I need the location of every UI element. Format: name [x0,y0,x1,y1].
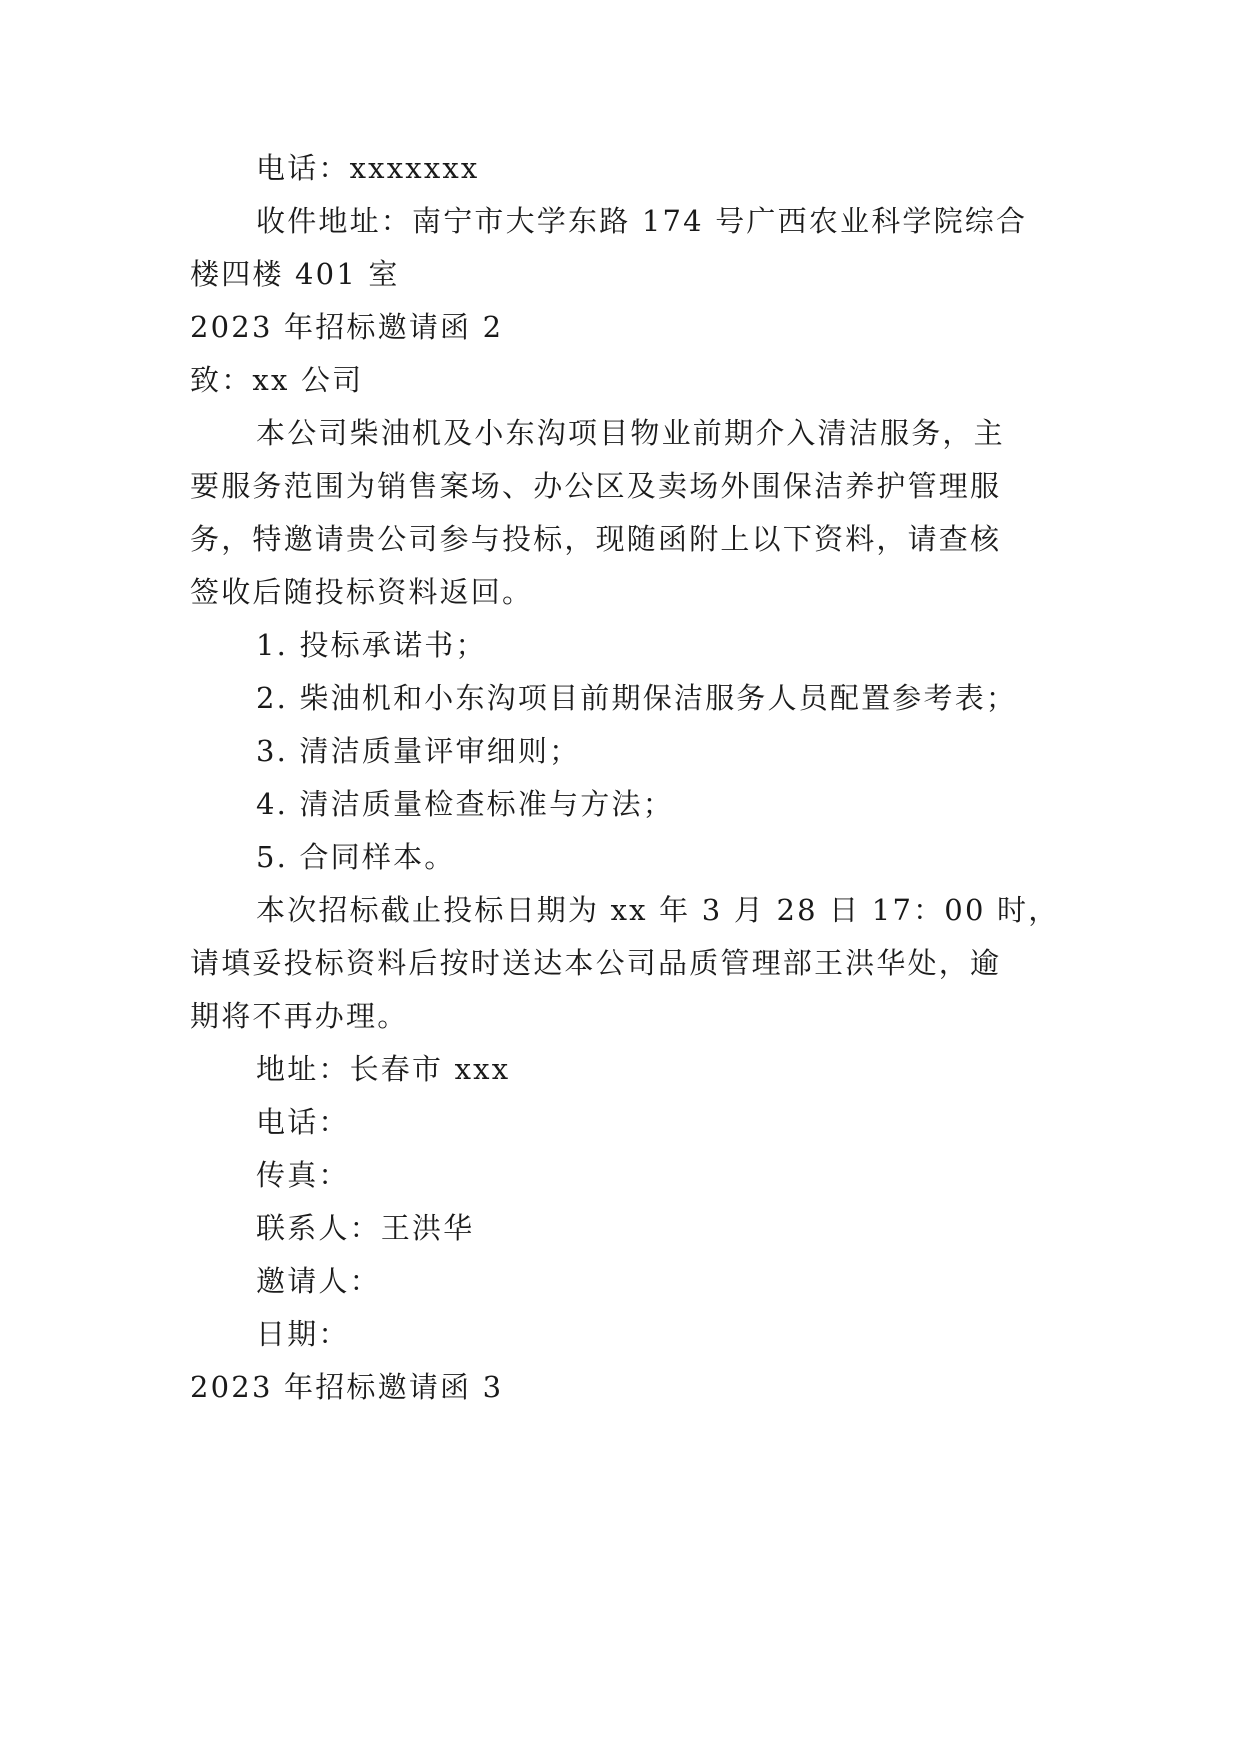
body-paragraph-line: 签收后随投标资料返回。 [190,575,534,609]
list-item: 1. 投标承诺书； [256,628,487,662]
section-heading-2: 2023 年招标邀请函 2 [190,310,504,344]
body-paragraph-line: 要服务范围为销售案场、办公区及卖场外围保洁养护管理服 [190,469,1002,503]
list-item: 5. 合同样本。 [256,840,456,874]
body-paragraph-line: 本公司柴油机及小东沟项目物业前期介入清洁服务，主 [256,416,1005,450]
contact-address: 地址：长春市 xxx [256,1052,511,1086]
inviter-line: 邀请人： [256,1264,381,1298]
address-line-2: 楼四楼 401 室 [190,257,400,291]
contact-phone: 电话： [256,1105,350,1139]
section-heading-3: 2023 年招标邀请函 3 [190,1370,504,1404]
list-item: 4. 清洁质量检查标准与方法； [256,787,674,821]
contact-fax: 传真： [256,1158,350,1192]
date-line: 日期： [256,1317,350,1351]
deadline-line: 期将不再办理。 [190,999,409,1033]
list-item: 2. 柴油机和小东沟项目前期保洁服务人员配置参考表； [256,681,1018,715]
deadline-line: 本次招标截止投标日期为 xx 年 3 月 28 日 17：00 时， [256,893,1060,927]
body-paragraph-line: 务，特邀请贵公司参与投标，现随函附上以下资料，请查核 [190,522,1002,556]
phone-line: 电话：xxxxxxx [256,151,480,185]
list-item: 3. 清洁质量评审细则； [256,734,581,768]
address-line-1: 收件地址：南宁市大学东路 174 号广西农业科学院综合 [256,204,1028,238]
deadline-line: 请填妥投标资料后按时送达本公司品质管理部王洪华处，逾 [190,946,1002,980]
recipient-line: 致：xx 公司 [190,363,364,397]
contact-person: 联系人：王洪华 [256,1211,475,1245]
